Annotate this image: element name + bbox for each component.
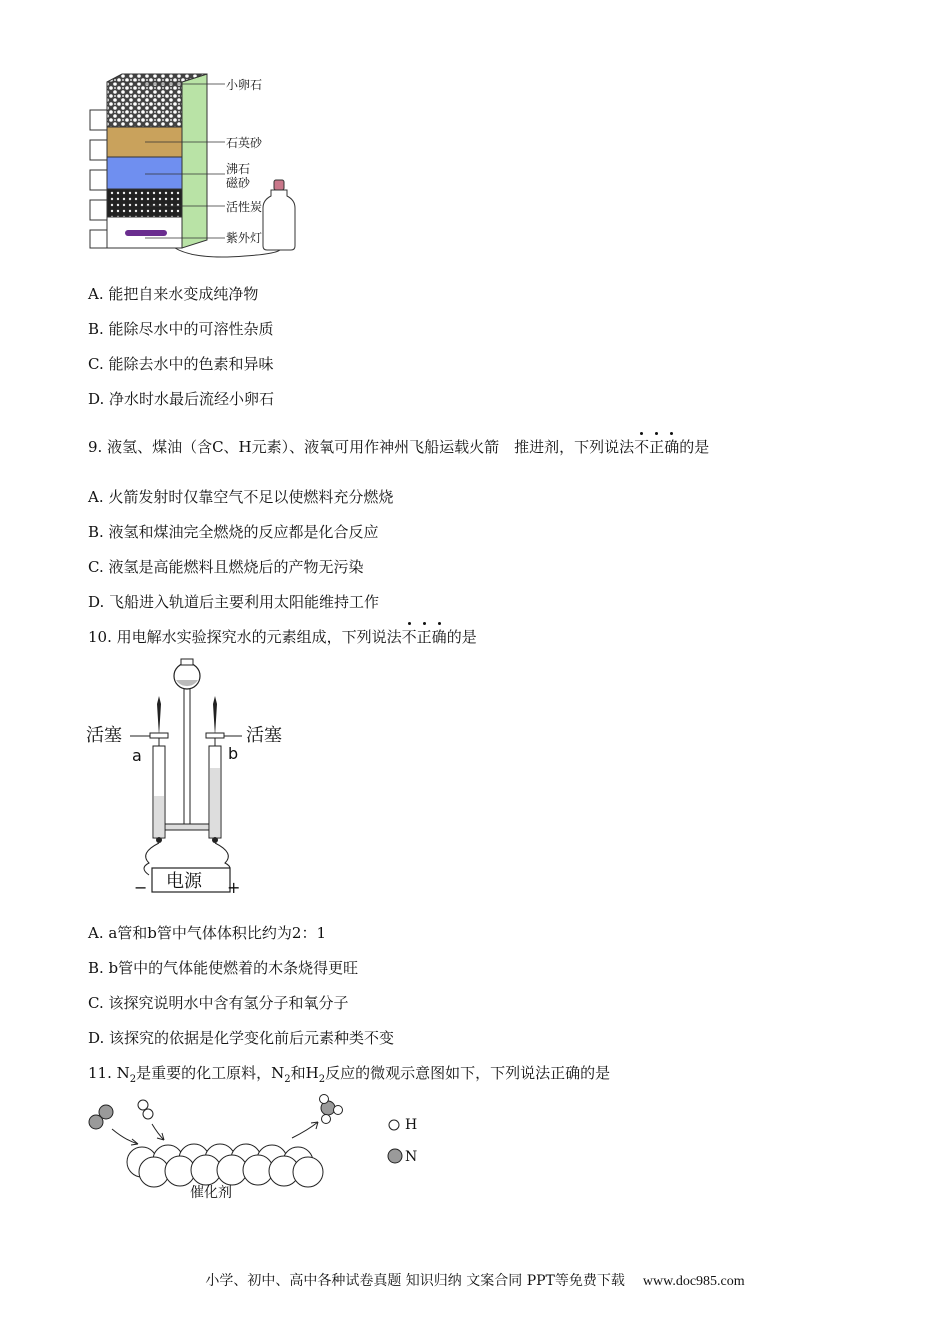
emphasis-dot: 正 bbox=[649, 438, 665, 456]
label-pebbles: 小卵石 bbox=[226, 78, 263, 92]
q9-option-c: C. 液氢是高能燃料且燃烧后的产物无污染 bbox=[88, 558, 364, 576]
q10-option-a: A. a管和b管中气体体积比约为2：1 bbox=[88, 924, 327, 942]
footer-text: 小学、初中、高中各种试卷真题 知识归纳 文案合同 PPT等免费下载 bbox=[205, 1273, 625, 1289]
q10-stem: 10. 用电解水实验探究水的元素组成，下列说法不正确的是 bbox=[88, 628, 477, 646]
catalyst-reaction-figure bbox=[80, 1094, 440, 1214]
label-power: 电源 bbox=[166, 871, 202, 892]
page-footer bbox=[0, 1270, 950, 1290]
carbon-layer bbox=[107, 189, 182, 217]
q9-option-d: D. 飞船进入轨道后主要利用太阳能维持工作 bbox=[88, 593, 380, 611]
electrolysis-apparatus bbox=[130, 656, 270, 896]
uv-lamp bbox=[125, 230, 167, 236]
label-tube-b: b bbox=[228, 744, 239, 763]
q9-option-a: A. 火箭发射时仅靠空气不足以使燃料充分燃烧 bbox=[88, 488, 394, 506]
q10-option-d: D. 该探究的依据是化学变化前后元素种类不变 bbox=[88, 1029, 395, 1047]
emphasis-dot: 不 bbox=[401, 628, 417, 646]
label-left-valve: 活塞 bbox=[86, 725, 122, 746]
emphasis-dot: 确 bbox=[664, 438, 680, 456]
zeolite-layer bbox=[107, 157, 182, 189]
label-activated-carbon: 活性炭 bbox=[226, 200, 263, 214]
q9-stem: 9. 液氢、煤油（含C、H元素）、液氧可用作神州飞船运载火箭 推进剂，下列说法不正确的是 bbox=[88, 438, 710, 456]
q8-option-c: C. 能除去水中的色素和异味 bbox=[88, 355, 274, 373]
label-right-valve: 活塞 bbox=[246, 725, 282, 746]
label-uv-lamp: 紫外灯 bbox=[226, 231, 263, 245]
q8-option-b: B. 能除尽水中的可溶性杂质 bbox=[88, 320, 274, 338]
label-tube-a: a bbox=[132, 746, 142, 765]
pebble-layer bbox=[107, 82, 182, 127]
emphasis-dot: 确 bbox=[431, 628, 447, 646]
filter-casing bbox=[182, 74, 207, 248]
label-quartz-sand: 石英砂 bbox=[226, 136, 263, 150]
q11-stem: 11. $N_2$是重要的化工原料，$N_2$和$H_2$反应的微观示意图如下，下列说法正确的是 bbox=[88, 1064, 611, 1085]
q8-option-d: D. 净水时水最后流经小卵石 bbox=[88, 390, 275, 408]
emphasis-dot: 不 bbox=[634, 438, 650, 456]
water-filter-figure bbox=[85, 70, 305, 260]
label-minus: − bbox=[134, 878, 148, 897]
legend-n-label: N bbox=[405, 1149, 418, 1165]
label-zeolite: 沸石 bbox=[226, 162, 251, 176]
legend-h-label: H bbox=[405, 1117, 418, 1133]
q9-option-b: B. 液氢和煤油完全燃烧的反应都是化合反应 bbox=[88, 523, 379, 541]
label-plus: + bbox=[227, 878, 241, 897]
catalyst-label: 催化剂 bbox=[190, 1185, 232, 1201]
q10-option-c: C. 该探究说明水中含有氢分子和氧分子 bbox=[88, 994, 349, 1012]
emphasis-dot: 正 bbox=[416, 628, 432, 646]
q8-option-a: A. 能把自来水变成纯净物 bbox=[88, 285, 259, 303]
label-magnetite: 磁砂 bbox=[226, 176, 251, 190]
legend-n-icon bbox=[388, 1149, 402, 1163]
legend-h-icon bbox=[389, 1120, 399, 1130]
footer-url[interactable]: www.doc985.com bbox=[642, 1274, 745, 1289]
q10-option-b: B. b管中的气体能使燃着的木条烧得更旺 bbox=[88, 959, 359, 977]
bottle-icon bbox=[263, 180, 295, 250]
